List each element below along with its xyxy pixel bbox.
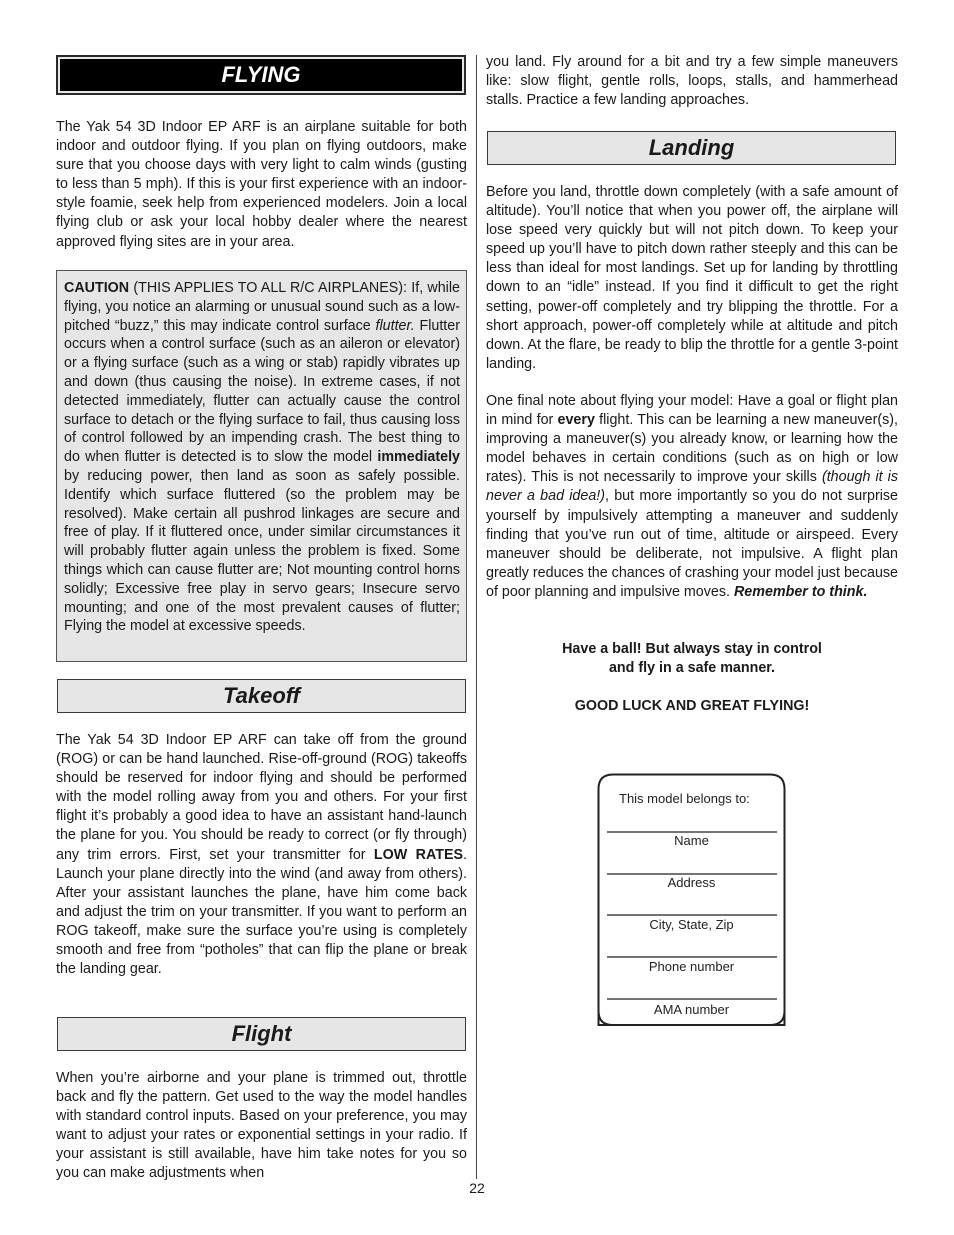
takeoff-paragraph (56, 731, 467, 979)
ownership-field-city-state-zip: City, State, Zip (649, 917, 734, 932)
caution-text-2: Flutter occurs when a control surface (such as an aileron or elevator) or a flying surface (such as a wing or stab) rapidly vibrates up and down (thus causing the noise). In extreme cases, if not detected immediately, flutter can actually cause the control surface to detach or the flying surface to fail, thus causing loss of control followed by an impending crash. The best thing to do when flutter is detected is to slow the model (64, 317, 460, 466)
ownership-field-ama: AMA number (653, 1002, 730, 1017)
ownership-card (597, 773, 786, 1026)
landing-paragraph: Before you land, throttle down completely (with a safe amount of altitude). You’ll notice that when you power off, the airplane will lose speed very quickly but will not pitch down. To keep your speed up you’ll have to pitch down rather steeply and this can be less than ideal for most landings. Set up for landing by throttling down to an “idle” instead. If you find it difficult to get the right setting, power-off completely and try blipping the throttle. For a short approach, power-off completely while at altitude and pitch down. At the flare, be ready to blip the throttle for a gentle 3-point landing. (486, 184, 898, 372)
column-divider (476, 55, 477, 1179)
final-note-text-1: One final note about flying your model: Have a goal or flight plan in mind for (486, 393, 898, 429)
ownership-card-frame (597, 773, 786, 1026)
flight-paragraph-right: you land. Fly around for a bit and try a few simple maneuvers like: slow flight, gentle rolls, loops, stalls, and hammerhead stalls. Practice a few landing approaches. (486, 54, 898, 109)
closing-line-2: and fly in a safe manner. (608, 660, 776, 676)
takeoff-text-2: . Launch your plane directly into the wind (and away from others). After your assistant launches the plane, have him come back and adjust the trim on your transmitter. If you want to perform an ROG takeoff, make sure the surface you’re using is completely smooth and free from “potholes” that can flip the plane or break the landing gear. (56, 846, 468, 978)
final-note-italic-aside: (though it is never a bad idea!) (486, 469, 898, 505)
caution-flutter-word: flutter. (375, 317, 415, 334)
landing-heading (487, 131, 896, 165)
flight-paragraph-left: When you’re airborne and your plane is trimmed out, throttle back and fly the pattern. Get used to the way the model handles with standard control inputs. Based on your preference, you may want to adjust your rates or exponential settings in your radio. If your assistant is still available, have him take notes for you so you can make adjustments when (56, 1070, 467, 1182)
final-note-text-2: flight. This can be learning a new maneuver(s), improving a maneuver(s) you already know, or learning how the model behaves in certain conditions (such as on high or low rates). This is not necessarily to improve your skills (486, 412, 898, 486)
final-note-text-3: , but more importantly so you do not surprise yourself by impulsively attempting a maneuver and suddenly finding that you’ve run out of time, altitude or airspeed. Every maneuver should be deliberate, not impulsive. A flight plan greatly reduces the chances of crashing your model just because of poor planning and impulsive moves. (486, 488, 898, 600)
takeoff-text-1: The Yak 54 3D Indoor EP ARF can take off from the ground (ROG) or can be hand launched. Rise-off-ground (ROG) takeoffs should be reserved for indoor flying and should be performed with the model rolling away from you and others. For your first flight it’s probably a good idea to have an assistant hand-launch the plane for you. You should be ready to correct (or fly through) any trim errors. First, set your transmitter for (56, 732, 467, 863)
caution-text-1: (THIS APPLIES TO ALL R/C AIRPLANES): If, while flying, you notice an alarming or unusual sound such as a low-pitched “buzz,” this may indicate control surface (64, 280, 460, 334)
good-luck-line: GOOD LUCK AND GREAT FLYING! (574, 698, 810, 714)
closing-line-1: Have a ball! But always stay in control (562, 641, 822, 657)
takeoff-heading (57, 679, 466, 713)
final-note-paragraph (486, 392, 898, 602)
ownership-field-phone: Phone number (648, 959, 735, 974)
flight-heading-label: Flight (231, 1021, 292, 1046)
caution-immediately: immediately (377, 449, 460, 466)
caution-label: CAUTION (64, 280, 130, 296)
flight-heading (57, 1017, 466, 1051)
ownership-card-title: This model belongs to: (619, 791, 750, 806)
flying-heading (56, 55, 466, 95)
caution-text-3: by reducing power, then land as soon as safely possible. Identify which surface fluttered (so the problem may be resolved). Make certain all pushrod linkages are secure and free of play. If it fluttered once, under similar circumstances it will probably flutter again unless the problem is fixed. Some things which can cause flutter are; Not mounting control horns solidly; Excessive free play in servo gears; Insecure servo mounting; and one of the most prevalent causes of flutter; Flying the model at excessive speeds. (64, 467, 460, 635)
page-number: 22 (469, 1180, 485, 1196)
final-note-every: every (557, 412, 595, 429)
flying-heading-label: FLYING (60, 59, 462, 91)
takeoff-low-rates: LOW RATES (373, 846, 464, 863)
flying-intro-paragraph: The Yak 54 3D Indoor EP ARF is an airplane suitable for both indoor and outdoor flying. If you plan on flying outdoors, make sure that you choose days with very light to calm winds (gusting to less than 5 mph). If this is your first experience with an indoor-style foamie, seek help from experienced modelers. Join a local flying club or ask your local hobby dealer where the nearest approved flying sites are in your area. (56, 119, 467, 250)
takeoff-heading-label: Takeoff (222, 683, 301, 708)
final-note-remember: Remember to think. (733, 583, 868, 600)
landing-heading-label: Landing (648, 135, 735, 160)
ownership-field-name: Name (674, 833, 709, 848)
caution-box (56, 270, 467, 662)
ownership-field-address: Address (667, 875, 716, 890)
